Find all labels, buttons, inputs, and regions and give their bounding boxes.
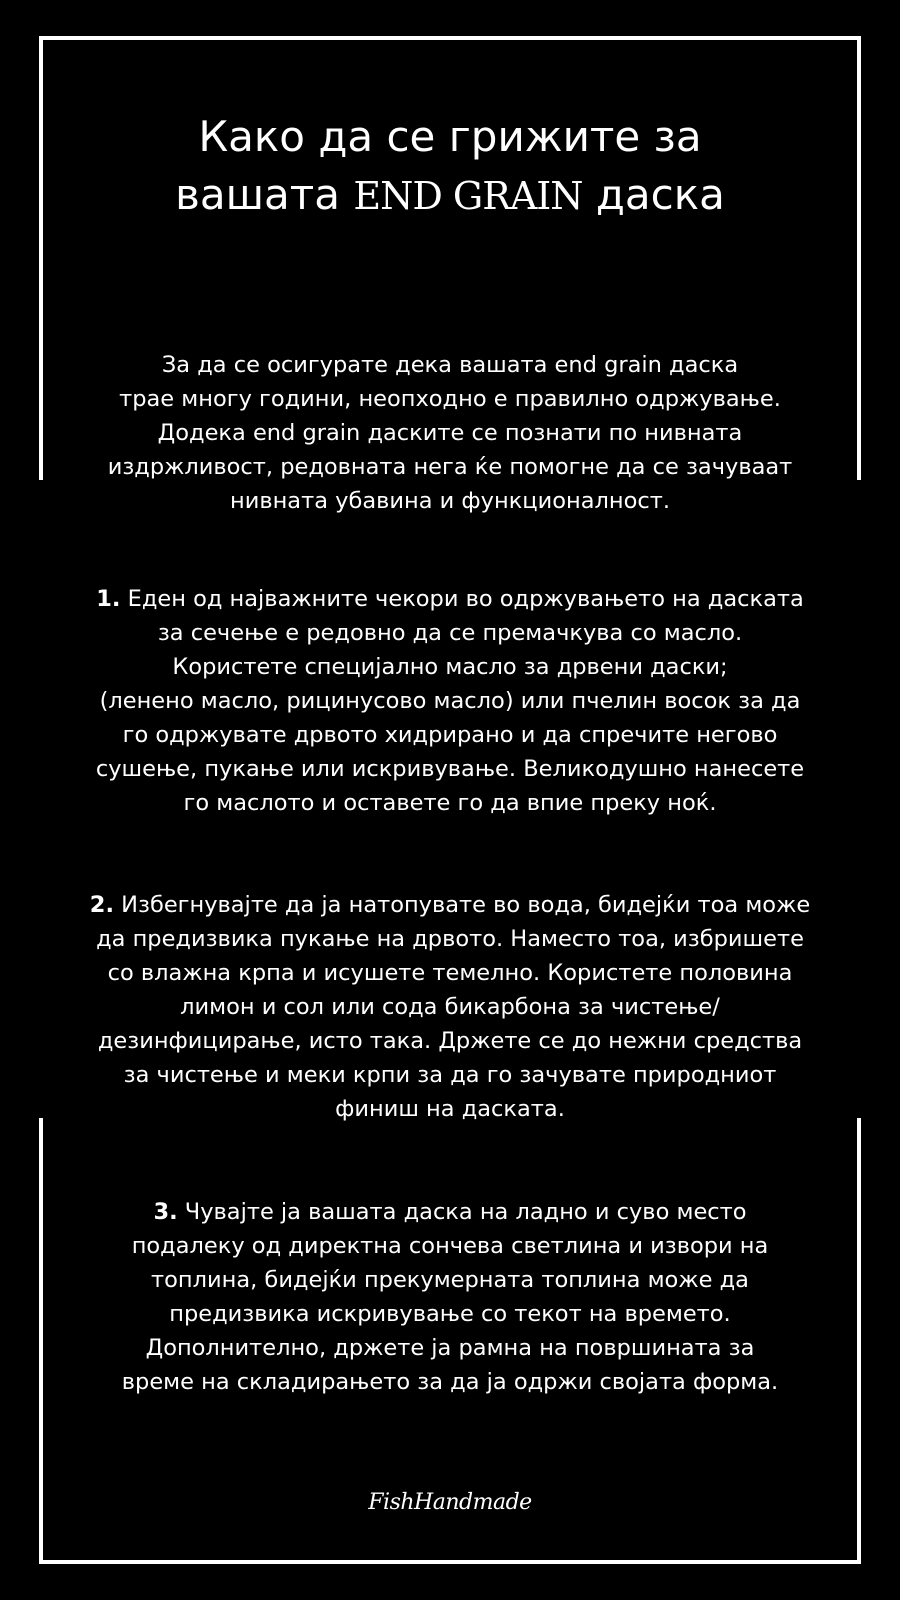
step-line: го маслото и оставете го да впие преку ноќ. — [183, 790, 717, 816]
intro-line: нивната убавина и функционалност. — [230, 488, 670, 514]
step-1-paragraph — [52, 582, 848, 820]
frame-right-border-lower — [857, 1118, 861, 1564]
frame-right-border-upper — [857, 36, 861, 480]
step-line: Користете специјално масло за дрвени даски; — [172, 654, 728, 680]
step-line: финиш на даската. — [335, 1096, 565, 1122]
intro-line: Додека end grain даските се познати по нивната — [157, 420, 743, 446]
frame-bottom-border — [39, 1560, 861, 1564]
intro-line: трае многу години, неопходно е правилно одржување. — [119, 386, 781, 412]
step-line: Чувајте ја вашата даска на ладно и суво место — [177, 1199, 747, 1225]
step-line: (ленено масло, рицинусово масло) или пчелин восок за да — [99, 688, 801, 714]
intro-line: За да се осигурате дека вашата end grain даска — [161, 352, 739, 378]
step-line: со влажна крпа и исушете темелно. Користете половина — [107, 960, 793, 986]
title-line-2-start: вашата — [175, 170, 354, 219]
step-2-number: 2. — [89, 892, 114, 918]
step-line: подалеку од директна сончева светлина и извори на — [131, 1233, 769, 1259]
step-3-paragraph — [52, 1195, 848, 1399]
title-line-1: Како да се грижите за — [198, 112, 702, 161]
step-line: да предизвика пукање на дрвото. Наместо тоа, избришете — [96, 926, 804, 952]
signature-text: FishHandmade — [368, 1490, 532, 1515]
step-line: Дополнително, држете ја рамна на површината за — [145, 1335, 755, 1361]
intro-line: издржливост, редовната нега ќе помогне да се зачуваат — [107, 454, 793, 480]
title-accent-text: END GRAIN — [353, 174, 583, 218]
step-line: дезинфицирање, исто така. Држете се до нежни средства — [97, 1028, 803, 1054]
title-line-2-end: даска — [582, 170, 725, 219]
step-line: Избегнувајте да ја натопувате во вода, бидејќи тоа може — [114, 892, 811, 918]
step-line: Еден од најважните чекори во одржувањето на даската — [120, 586, 804, 612]
step-line: сушење, пукање или искривување. Великодушно нанесете — [95, 756, 805, 782]
intro-paragraph — [52, 348, 848, 518]
step-line: предизвика искривување со текот на времето. — [169, 1301, 731, 1327]
signature-logo — [350, 1482, 550, 1534]
frame-top-border — [39, 36, 861, 40]
step-line: топлина, бидејќи прекумерната топлина може да — [151, 1267, 749, 1293]
step-line: за чистење и меки крпи за да го зачувате природниот — [123, 1062, 777, 1088]
step-2-paragraph — [52, 888, 848, 1126]
step-line: лимон и сол или сода бикарбона за чистење/ — [180, 994, 720, 1020]
step-3-number: 3. — [153, 1199, 178, 1225]
step-1-number: 1. — [96, 586, 121, 612]
step-line: за сечење е редовно да се премачкува со масло. — [157, 620, 743, 646]
page-title — [60, 108, 840, 225]
step-line: време на складирањето за да ја одржи својата форма. — [121, 1369, 779, 1395]
frame-left-border-lower — [39, 1118, 43, 1564]
step-line: го одржувате дрвото хидрирано и да спречите негово — [122, 722, 778, 748]
frame-left-border-upper — [39, 36, 43, 480]
